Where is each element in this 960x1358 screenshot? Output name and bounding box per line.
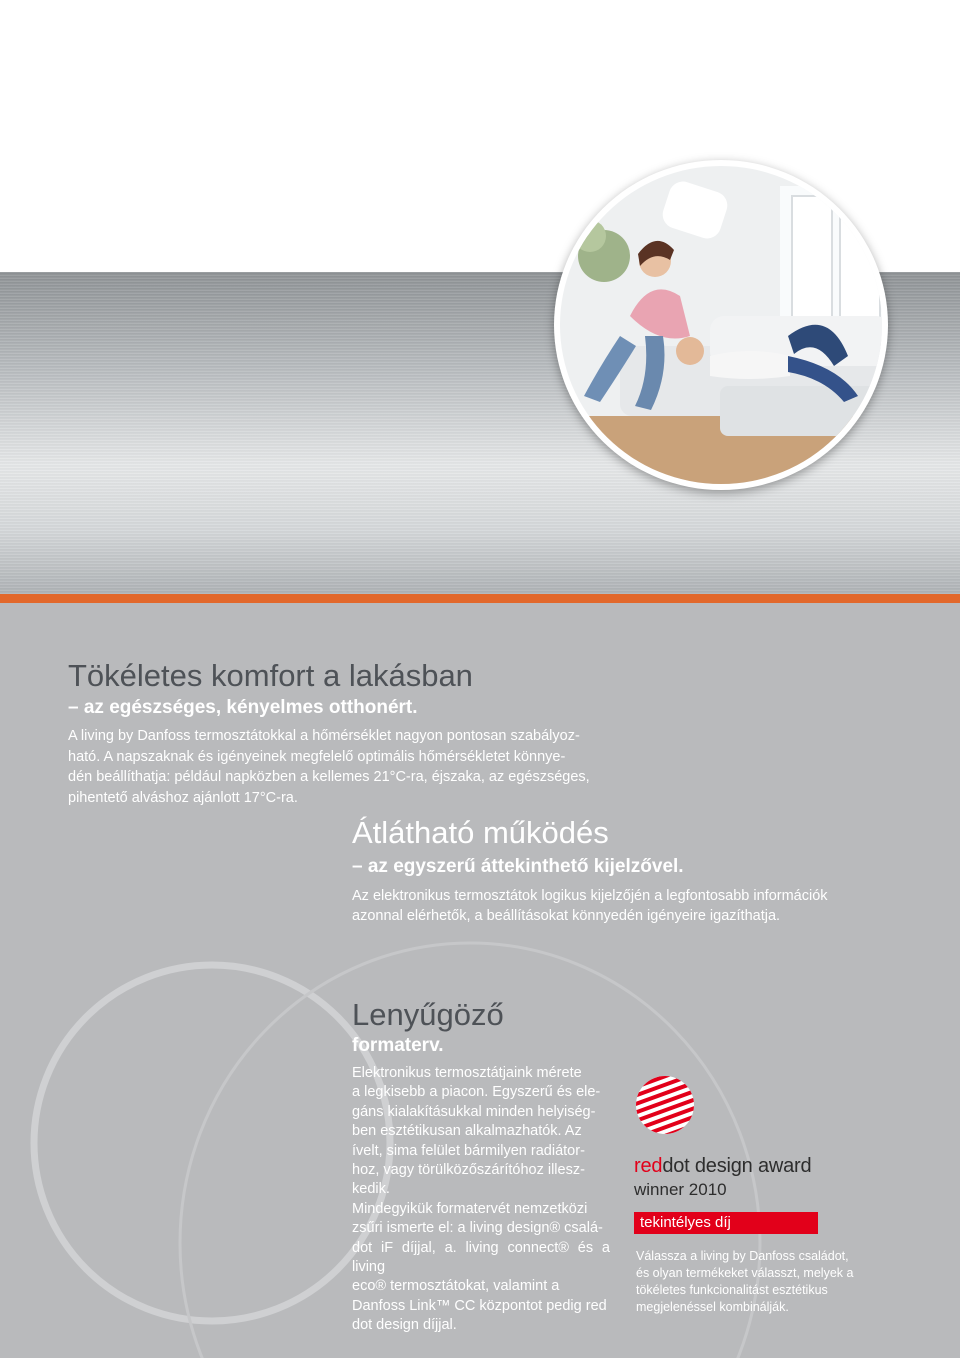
section1-line: A living by Danfoss termosztátokkal a hőmérséklet nagyon pontosan szabályoz- — [68, 728, 580, 744]
section3-subtitle: formaterv. — [352, 1035, 444, 1056]
award-title-dot: dot — [662, 1155, 690, 1177]
section2-line: Az elektronikus termosztátok logikus kijelzőjén a legfontosabb információk — [352, 888, 828, 904]
section3-line: zsűri ismerte el: a living design® csalá- — [352, 1220, 603, 1237]
section3-line: dot iF díjjal, a. living connect® és a living — [352, 1239, 610, 1276]
award-title-rest: design award — [689, 1155, 812, 1177]
section2-body — [352, 886, 912, 926]
section2-line: azonnal elérhetők, a beállításokat könnyedén igényeire igazíthatja. — [352, 908, 781, 924]
award-line: tökéletes funkcionalitást esztétikus — [636, 1283, 828, 1297]
section3-line: hoz, vagy törülközőszárítóhoz illesz- — [352, 1162, 585, 1179]
section3-line: a legkisebb a piacon. Egyszerű és ele- — [352, 1084, 601, 1101]
red-dot-logo-icon — [634, 1074, 696, 1136]
section3-title: Lenyűgöző — [352, 997, 504, 1032]
section3-line: Elektronikus termosztátjaink mérete — [352, 1065, 582, 1081]
section1-line: pihentető alváshoz ajánlott 17°C-ra. — [68, 789, 298, 806]
award-title-red: red — [634, 1155, 663, 1177]
section1-subtitle: – az egészséges, kényelmes otthonért. — [68, 697, 418, 718]
section3-line: dot design díjjal. — [352, 1317, 457, 1334]
orange-accent-bar — [0, 594, 960, 603]
section1-line: ható. A napszaknak és igényeinek megfelelő optimális hőmérsékletet könnye- — [68, 748, 566, 765]
living-room-illustration — [560, 166, 882, 484]
section3-line: ben esztétikusan alkalmazhatók. Az — [352, 1123, 582, 1140]
section1-line: dén beállíthatja: például napközben a kellemes 21°C-ra, éjszaka, az egészséges, — [68, 769, 590, 785]
award-badge: tekintélyes díj — [634, 1212, 818, 1234]
section3-line: eco® termosztátokat, valamint a — [352, 1278, 560, 1295]
section2-title: Átlátható működés — [352, 815, 609, 850]
section1-title: Tökéletes komfort a lakásban — [68, 658, 473, 693]
section3-line: kedik. — [352, 1181, 390, 1198]
section2-subtitle: – az egyszerű áttekinthető kijelzővel. — [352, 856, 684, 877]
award-body — [636, 1248, 854, 1316]
section3-line: Mindegyikük formatervét nemzetközi — [352, 1200, 588, 1217]
award-line: Válassza a living by Danfoss családot, — [636, 1249, 849, 1263]
award-line: és olyan termékeket válasszt, melyek a — [636, 1266, 854, 1280]
section1-body — [68, 726, 628, 808]
section3-line: Danfoss Link™ CC központot pedig red — [352, 1297, 607, 1314]
award-line: megjelenéssel kombinálják. — [636, 1300, 789, 1314]
award-title — [634, 1155, 811, 1178]
award-winner-year: winner 2010 — [634, 1180, 727, 1199]
family-photo-circle — [554, 160, 888, 490]
section3-line: gáns kialakításukkal minden helyiség- — [352, 1103, 596, 1120]
section3-body — [352, 1064, 610, 1336]
section3-line: ívelt, sima felület bármilyen radiátor- — [352, 1142, 585, 1159]
